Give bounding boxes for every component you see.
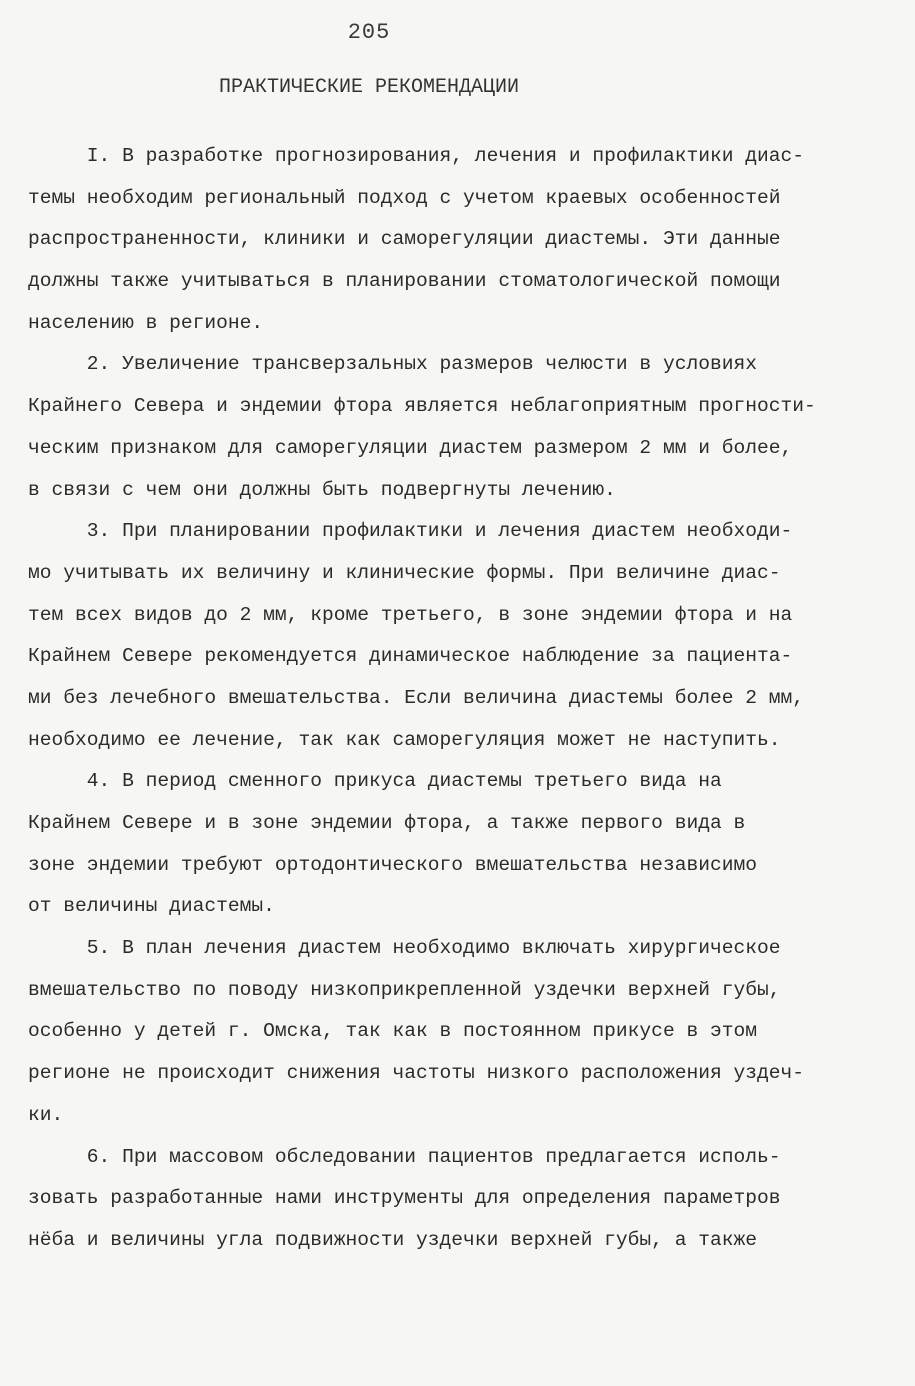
text-line: распространенности, клиники и саморегуляции диастемы. Эти данные xyxy=(28,228,781,251)
text-line: зовать разработанные нами инструменты для определения параметров xyxy=(28,1187,781,1210)
text-line: ми без лечебного вмешательства. Если величина диастемы более 2 мм, xyxy=(28,686,805,709)
text-line: темы необходим региональный подход с учетом краевых особенностей xyxy=(28,186,781,209)
text-line: ки. xyxy=(28,1103,64,1126)
text-line: Крайнем Севере и в зоне эндемии фтора, а также первого вида в xyxy=(28,812,746,834)
page-number: 205 xyxy=(347,20,391,45)
text-line: регионе не происходит снижения частоты низкого расположения уздеч- xyxy=(28,1062,805,1085)
text-line: населению в регионе. xyxy=(28,311,264,334)
text-line: 4. В период сменного прикуса диастемы третьего вида на xyxy=(28,770,722,793)
text-line: особенно у детей г. Омска, так как в постоянном прикусе в этом xyxy=(28,1020,758,1043)
text-line: 6. При массовом обследовании пациентов предлагается исполь- xyxy=(28,1145,781,1168)
text-line: 2. Увеличение трансверзальных размеров челюсти в условиях xyxy=(28,353,758,376)
recommendations-text xyxy=(28,136,890,1262)
text-line: в связи с чем они должны быть подвергнуты лечению. xyxy=(28,478,616,501)
text-line: 5. В план лечения диастем необходимо включать хирургическое xyxy=(28,937,781,960)
text-line: Крайнего Севера и эндемии фтора является неблагоприятным прогности- xyxy=(28,395,816,418)
text-line: должны также учитываться в планировании стоматологической помощи xyxy=(28,270,781,293)
text-line: от величины диастемы. xyxy=(28,895,275,918)
text-line: тем всех видов до 2 мм, кроме третьего, в зоне эндемии фтора и на xyxy=(28,603,793,626)
text-line: ческим признаком для саморегуляции диастем размером 2 мм и более, xyxy=(28,436,793,459)
text-line: I. В разработке прогнозирования, лечения и профилактики диас- xyxy=(28,145,805,167)
text-line: необходимо ее лечение, так как саморегуляция может не наступить. xyxy=(28,728,781,751)
text-line: нёба и величины угла подвижности уздечки верхней губы, а также xyxy=(28,1228,758,1251)
text-line: 3. При планировании профилактики и лечения диастем необходи- xyxy=(28,520,793,543)
text-line: мо учитывать их величину и клинические формы. При величине диас- xyxy=(28,561,781,584)
text-line: зоне эндемии требуют ортодонтического вмешательства независимо xyxy=(28,853,758,876)
text-line: Крайнем Севере рекомендуется динамическое наблюдение за пациента- xyxy=(28,645,793,668)
page-title: ПРАКТИЧЕСКИЕ РЕКОМЕНДАЦИИ xyxy=(218,76,520,99)
text-line: вмешательство по поводу низкоприкрепленной уздечки верхней губы, xyxy=(28,978,781,1001)
